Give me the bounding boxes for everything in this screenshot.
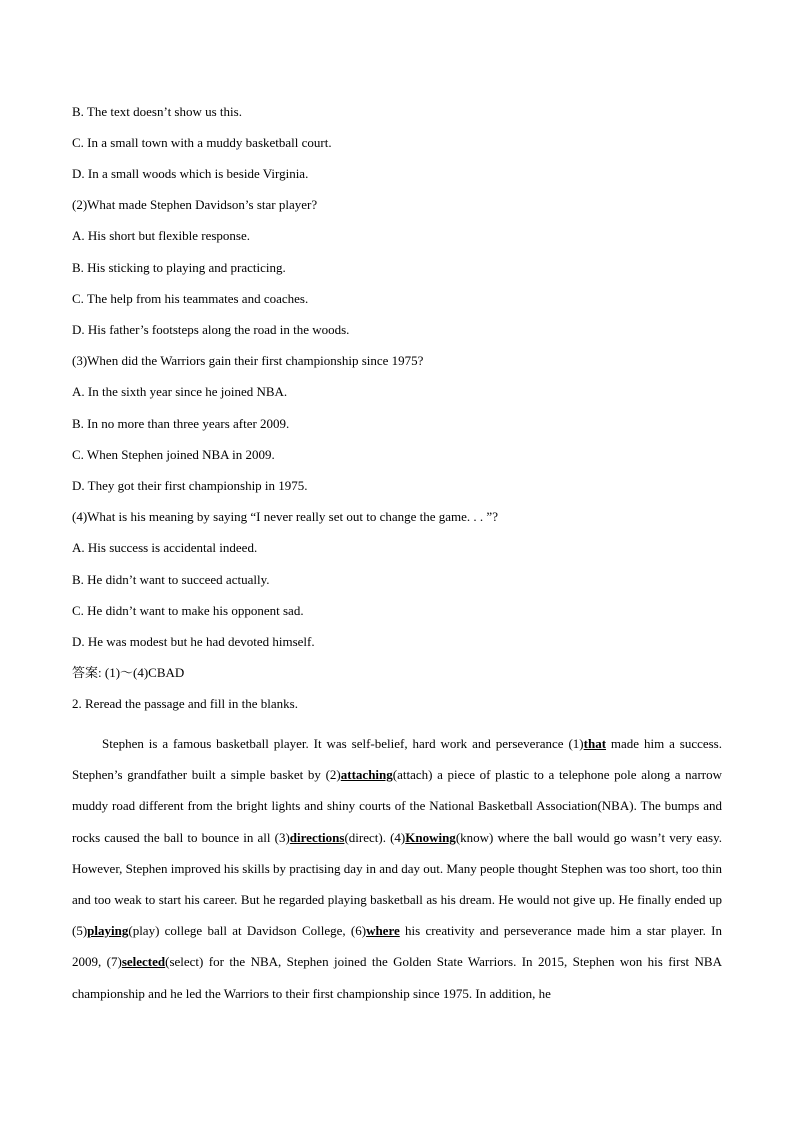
q1-option-b: B. The text doesn’t show us this.	[72, 104, 242, 119]
q3-stem: (3)When did the Warriors gain their first championship since 1975?	[72, 353, 424, 368]
passage-text: (play) college ball at Davidson College, (6)	[128, 923, 367, 939]
q2-option-c: C. The help from his teammates and coaches.	[72, 291, 309, 306]
passage-text: (know) where the ball would go wasn’t very easy. However, Stephen improved his skills by practising day in and day out. Many people thought Stephen was too short, too thin and too weak to start his career. But he regarded playing basketball as his dream. He would not give up. He finally ended up (5)	[72, 829, 722, 939]
passage-text: (select) for the NBA, Stephen joined the Golden State Warriors. In 2015, Stephen won his first NBA championship and he led the Warriors to their first championship since 1975. In addition, he	[72, 954, 722, 1001]
q4-stem: (4)What is his meaning by saying “I never really set out to change the game. . . ”?	[72, 509, 498, 524]
passage-text: made him a success. Stephen’s grandfather built a simple basket by (2)	[72, 736, 722, 783]
passage-paragraph	[72, 728, 722, 1009]
q3-option-d: D. They got their first championship in 1975.	[72, 478, 308, 493]
q2-option-a: A. His short but flexible response.	[72, 228, 251, 243]
answer-blank-2: attaching	[340, 767, 393, 783]
passage-text: his creativity and perseverance made him a star player. In 2009, (7)	[72, 923, 723, 970]
q3-option-a: A. In the sixth year since he joined NBA.	[72, 384, 288, 399]
q3-option-b: B. In no more than three years after 2009.	[72, 416, 290, 431]
answer-blank-5: playing	[87, 923, 129, 939]
passage-text: Stephen is a famous basketball player. It was self-belief, hard work and perseverance (1)	[102, 736, 584, 751]
q2-stem: (2)What made Stephen Davidson’s star player?	[72, 197, 318, 212]
q2-option-b: B. His sticking to playing and practicing.	[72, 260, 286, 275]
answer-blank-7: selected	[121, 954, 166, 970]
passage-text: (attach) a piece of plastic to a telephone pole along a narrow muddy road different from the bright lights and shiny courts of the National Basketball Association(NBA). The bumps and rocks caused the ball to bounce in all (3)	[72, 767, 722, 845]
section-2-title: 2. Reread the passage and fill in the blanks.	[72, 696, 298, 711]
q4-option-b: B. He didn’t want to succeed actually.	[72, 572, 270, 587]
q3-option-c: C. When Stephen joined NBA in 2009.	[72, 447, 275, 462]
answer-blank-4: Knowing	[405, 829, 456, 845]
answer-blank-3: directions	[289, 829, 345, 845]
answer-line: 答案: (1)～(4)CBAD	[72, 665, 185, 680]
q1-option-d: D. In a small woods which is beside Virginia.	[72, 166, 309, 181]
passage-text: (direct). (4)	[344, 829, 406, 845]
q2-option-d: D. His father’s footsteps along the road in the woods.	[72, 322, 350, 337]
q4-option-d: D. He was modest but he had devoted himself.	[72, 634, 315, 649]
q4-option-a: A. His success is accidental indeed.	[72, 540, 258, 555]
answer-blank-6: where	[366, 923, 400, 939]
q4-option-c: C. He didn’t want to make his opponent sad.	[72, 603, 304, 618]
answer-blank-1: that	[583, 736, 607, 751]
q1-option-c: C. In a small town with a muddy basketball court.	[72, 135, 332, 150]
